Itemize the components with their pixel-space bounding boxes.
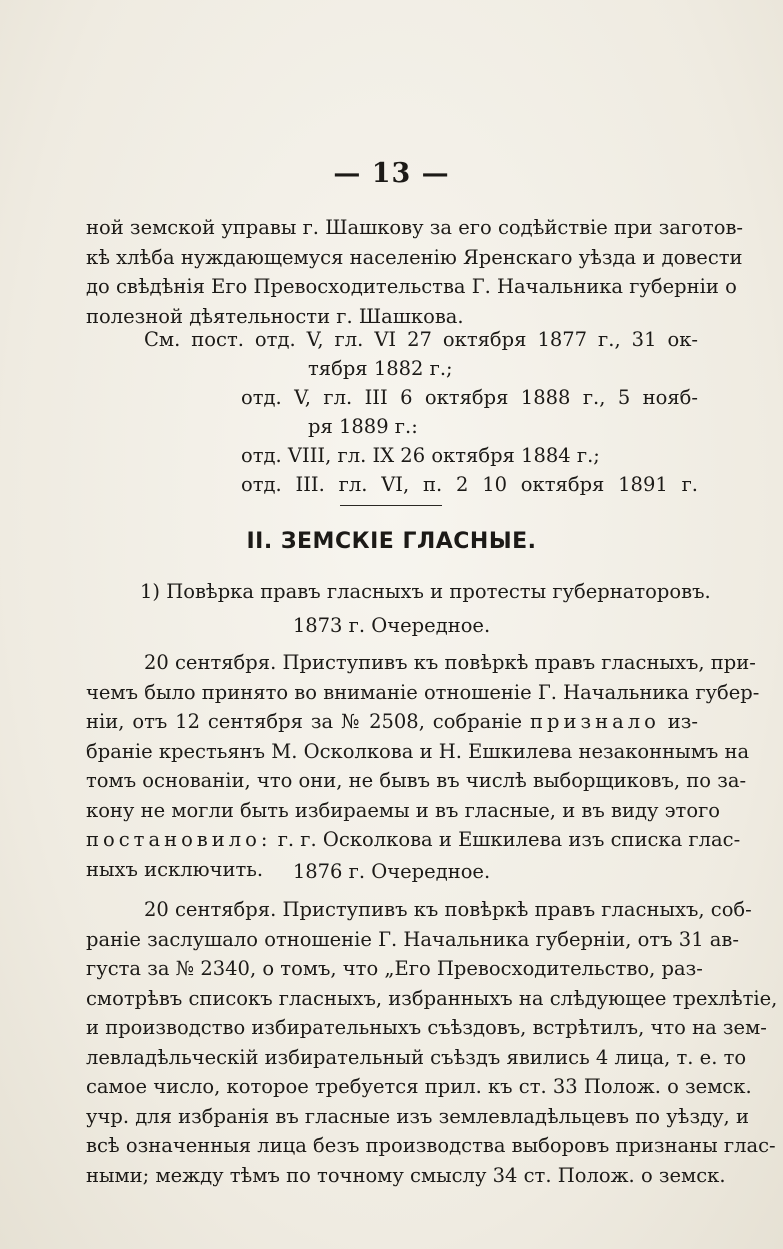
reference-line: ря 1889 г.: bbox=[308, 415, 418, 438]
reference-line: отд. III. гл. VI, п. 2 10 октября 1891 г. bbox=[241, 473, 698, 496]
section-divider bbox=[340, 505, 442, 506]
text-line: полезной дѣятельности г. Шашкова. bbox=[86, 304, 464, 328]
reference-line: отд. VIII, гл. IX 26 октября 1884 г.; bbox=[241, 444, 600, 467]
text-line bbox=[86, 707, 698, 737]
text-line: ной земской управы г. Шашкову за его содѣйствіе при заготов- bbox=[86, 216, 744, 239]
text-line: густа за № 2340, о томъ, что „Его Превосходительство, раз- bbox=[86, 957, 703, 980]
top-paragraph bbox=[86, 213, 744, 331]
text-fragment: ніи, отъ 12 сентября за № 2508, собраніе bbox=[86, 710, 523, 733]
text-line: всѣ означенныя лица безъ производства выборовъ признаны глас- bbox=[86, 1134, 776, 1157]
text-line: ныхъ исключить. bbox=[86, 857, 264, 881]
spaced-word: постановило: bbox=[86, 828, 272, 851]
text-line: самое число, которое требуется прил. къ ст. 33 Полож. о земск. bbox=[86, 1075, 752, 1098]
year-heading-1873: 1873 г. Очередное. bbox=[292, 614, 491, 637]
text-fragment: из- bbox=[667, 710, 698, 733]
page-number: — 13 — bbox=[333, 158, 450, 189]
text-line: чемъ было принято во вниманіе отношеніе Г. Начальника губер- bbox=[86, 680, 760, 704]
text-line: и производство избирательныхъ съѣздовъ, встрѣтилъ, что на зем- bbox=[86, 1016, 767, 1039]
paragraph-1876 bbox=[86, 895, 778, 1190]
text-line: кону не могли быть избираемы и въ гласные, и въ виду этого bbox=[86, 798, 721, 822]
text-line bbox=[86, 825, 741, 855]
year-heading-1876: 1876 г. Очередное. bbox=[292, 860, 491, 883]
paragraph-1873 bbox=[86, 648, 760, 884]
reference-line: отд. V, гл. III 6 октября 1888 г., 5 нояб- bbox=[241, 386, 698, 409]
text-line: 20 сентября. Приступивъ къ повѣркѣ правъ гласныхъ, при- bbox=[144, 651, 756, 674]
text-line: учр. для избранія въ гласные изъ землевладѣльцевъ по уѣзду, и bbox=[86, 1104, 749, 1128]
text-line: ными; между тѣмъ по точному смыслу 34 ст. Полож. о земск. bbox=[86, 1163, 726, 1187]
text-line: раніе заслушало отношеніе Г. Начальника губерніи, отъ 31 ав- bbox=[86, 927, 739, 951]
text-line: левладѣльческій избирательный съѣздъ явились 4 лица, т. е. то bbox=[86, 1045, 747, 1069]
subsection-title: 1) Повѣрка правъ гласныхъ и протесты губернаторовъ. bbox=[140, 580, 711, 603]
text-line: до свѣдѣнія Его Превосходительства Г. Начальника губерніи о bbox=[86, 275, 737, 298]
reference-line: См. пост. отд. V, гл. VI 27 октября 1877 г., 31 ок- bbox=[144, 328, 698, 351]
text-line: томъ основаніи, что они, не бывъ въ числѣ выборщиковъ, по за- bbox=[86, 769, 747, 792]
text-line: кѣ хлѣба нуждающемуся населенію Яренскаго уѣзда и довести bbox=[86, 245, 743, 269]
text-line: браніе крестьянъ М. Осколкова и Н. Ешкилева незаконнымъ на bbox=[86, 739, 750, 763]
section-title: II. ЗЕМСКІЕ ГЛАСНЫЕ. bbox=[246, 529, 537, 554]
spaced-word: признало bbox=[529, 710, 660, 733]
text-line: 20 сентября. Приступивъ къ повѣркѣ правъ гласныхъ, соб- bbox=[144, 898, 752, 921]
text-fragment: г. г. Осколкова и Ешкилева изъ списка глас- bbox=[277, 828, 741, 851]
text-line: смотрѣвъ списокъ гласныхъ, избранныхъ на слѣдующее трехлѣтіе, bbox=[86, 986, 778, 1010]
reference-line: тября 1882 г.; bbox=[308, 357, 453, 380]
